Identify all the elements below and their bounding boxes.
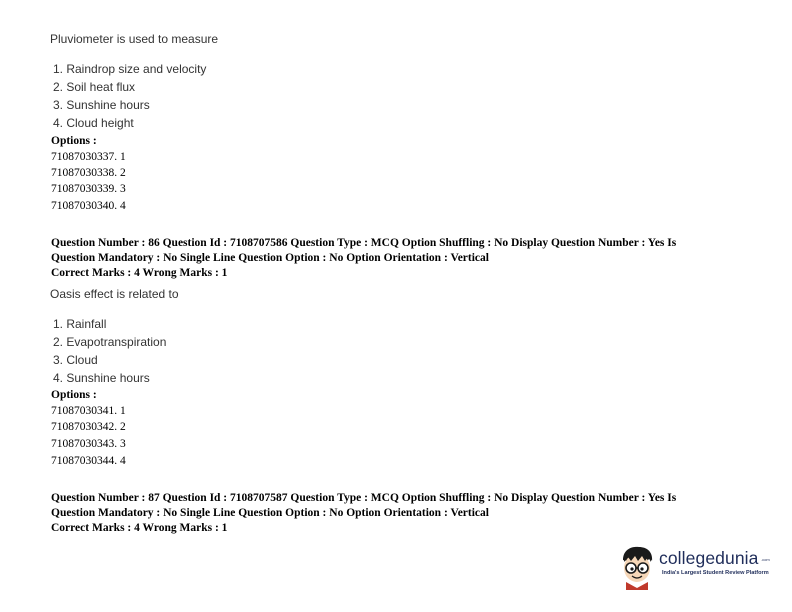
options-label: Options : xyxy=(51,135,97,147)
option-code: 71087030341. 1 xyxy=(51,405,126,417)
question-header: Question Number : 86 Question Id : 7108707586 Question Type : MCQ Option Shuffling : No Display Question Number : Yes Is xyxy=(51,237,677,249)
option-code: 71087030340. 4 xyxy=(51,200,126,212)
option-item: 3. Sunshine hours xyxy=(53,98,150,112)
logo-wordmark: collegedunia xyxy=(659,548,759,568)
option-code: 71087030342. 2 xyxy=(51,421,126,433)
option-code: 71087030343. 3 xyxy=(51,438,126,450)
option-code: 71087030337. 1 xyxy=(51,151,126,163)
option-code: 71087030344. 4 xyxy=(51,455,126,467)
question-header: Question Number : 87 Question Id : 7108707587 Question Type : MCQ Option Shuffling : No Display Question Number : Yes Is xyxy=(51,492,677,504)
logo-tagline: India's Largest Student Review Platform xyxy=(662,570,769,576)
question-header: Question Mandatory : No Single Line Question Option : No Option Orientation : Vertical xyxy=(51,507,489,519)
logo-domain: .com xyxy=(761,557,770,562)
option-item: 4. Sunshine hours xyxy=(53,371,150,385)
option-item: 2. Evapotranspiration xyxy=(53,335,167,349)
question-marks: Correct Marks : 4 Wrong Marks : 1 xyxy=(51,267,228,279)
option-code: 71087030338. 2 xyxy=(51,167,126,179)
mascot-icon xyxy=(617,544,657,590)
option-item: 4. Cloud height xyxy=(53,116,134,130)
option-item: 1. Rainfall xyxy=(53,317,107,331)
option-code: 71087030339. 3 xyxy=(51,183,126,195)
question-marks: Correct Marks : 4 Wrong Marks : 1 xyxy=(51,522,228,534)
option-item: 3. Cloud xyxy=(53,353,98,367)
option-item: 1. Raindrop size and velocity xyxy=(53,62,207,76)
question-header: Question Mandatory : No Single Line Question Option : No Option Orientation : Vertical xyxy=(51,252,489,264)
options-label: Options : xyxy=(51,389,97,401)
option-item: 2. Soil heat flux xyxy=(53,80,136,94)
collegedunia-logo xyxy=(617,544,769,590)
question-text: Oasis effect is related to xyxy=(50,287,179,301)
question-text: Pluviometer is used to measure xyxy=(50,32,219,46)
